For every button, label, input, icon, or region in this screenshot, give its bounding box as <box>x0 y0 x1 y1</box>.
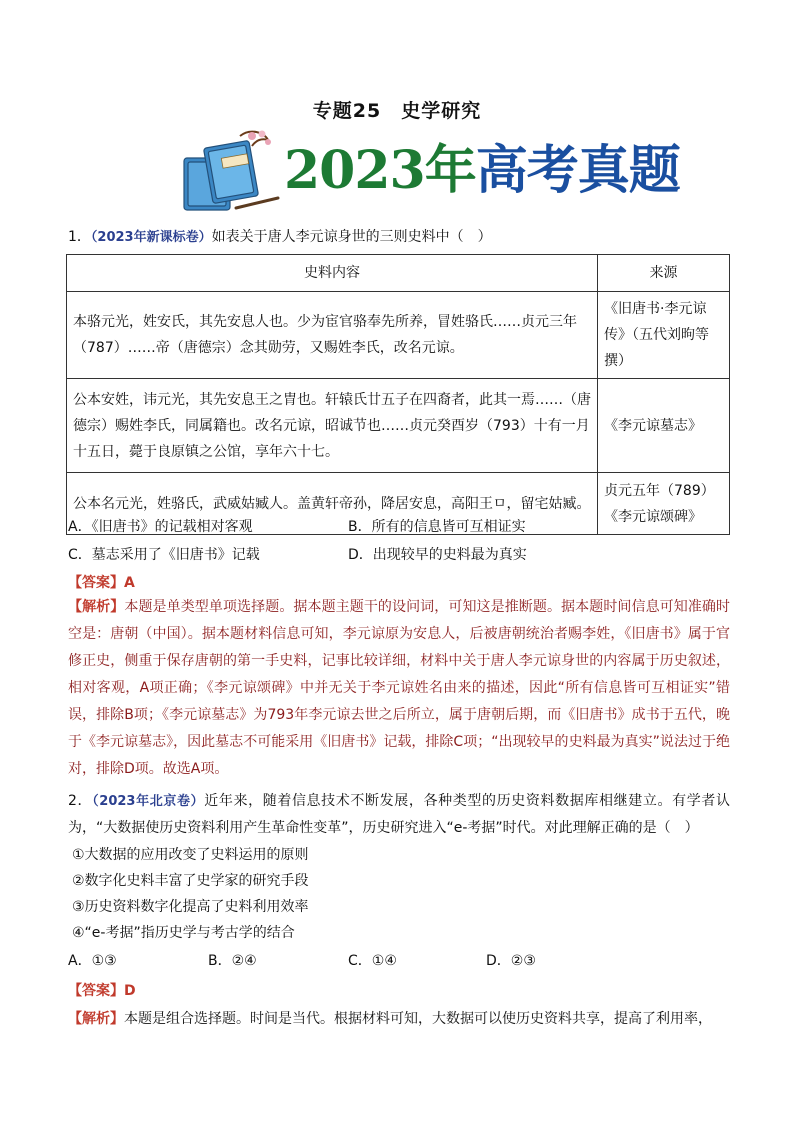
banner-heading: 高考真题 <box>475 140 680 201</box>
source-table <box>66 254 730 535</box>
analysis-label: 【解析】 <box>68 599 125 615</box>
answer-line <box>68 980 136 1002</box>
question-source: （2023年新课标卷） <box>90 230 212 245</box>
question-text: 如表关于唐人李元谅身世的三则史料中（ ） <box>211 229 492 245</box>
option-c: C．墓志采用了《旧唐书》记载 <box>68 547 260 563</box>
answer-value: A <box>124 575 135 591</box>
question-text: 近年来，随着信息技术不断发展，各种类型的历史资料数据库相继建立。有学者认为，“大数据使历史资料利用产生革命性变革”，历史研究进入“e-考据”时代。对此理解正确的是（ ） <box>68 793 730 836</box>
table-row <box>67 379 730 473</box>
table-cell: 本骆元光，姓安氏，其先安息人也。少为宦官骆奉先所养，冒姓骆氏……贞元三年（787）……帝（唐德宗）念其勋劳，又赐姓李氏，改名元谅。 <box>67 292 598 379</box>
book-stack-icon <box>178 130 282 214</box>
question-number: 1． <box>68 229 91 245</box>
banner <box>178 130 680 214</box>
table-header: 来源 <box>598 255 730 292</box>
question-2-options <box>68 950 730 974</box>
table-header-row <box>67 255 730 292</box>
question-number: 2． <box>68 793 93 809</box>
answer-label: 【答案】 <box>68 983 124 999</box>
analysis-text: 本题是组合选择题。时间是当代。根据材料可知，大数据可以使历史资料共享，提高了利用率， <box>124 1011 712 1027</box>
statement-3: ③历史资料数字化提高了史料利用效率 <box>72 899 309 915</box>
answer-value: D <box>124 983 136 999</box>
table-cell: 《旧唐书·李元谅传》（五代刘昫等撰） <box>598 292 730 379</box>
option-c: C．①④ <box>348 953 397 969</box>
option-a: A．《旧唐书》的记载相对客观 <box>68 519 253 535</box>
option-d: D．②③ <box>486 953 536 969</box>
page-title: 专题25 史学研究 <box>312 100 482 122</box>
analysis-label: 【解析】 <box>68 1011 124 1027</box>
banner-title <box>284 136 680 206</box>
banner-year: 2023年 <box>284 140 476 201</box>
table-cell: 公本安姓，讳元光，其先安息王之胄也。轩辕氏廿五子在四裔者，此其一焉……（唐德宗）赐姓李氏，同属籍也。改名元谅，昭诚节也……贞元癸酉岁（793）十有一月十五日，薨于良原镇之公馆，享年六十七。 <box>67 379 598 473</box>
question-source: （2023年北京卷） <box>92 794 205 809</box>
question-1-options <box>68 516 730 572</box>
option-b: B．②④ <box>208 953 257 969</box>
option-b: B．所有的信息皆可互相证实 <box>348 519 526 535</box>
statement-4: ④“e-考据”指历史学与考古学的结合 <box>72 925 295 941</box>
answer-line <box>68 572 135 594</box>
answer-label: 【答案】 <box>68 575 124 591</box>
table-cell: 《李元谅墓志》 <box>598 379 730 473</box>
option-d: D．出现较早的史料最为真实 <box>348 547 527 563</box>
analysis-paragraph <box>68 594 730 783</box>
table-row <box>67 292 730 379</box>
table-header: 史料内容 <box>67 255 598 292</box>
option-a: A．①③ <box>68 953 117 969</box>
statement-2: ②数字化史料丰富了史学家的研究手段 <box>72 873 309 889</box>
table-cell: 公本名元光，姓骆氏，武威姑臧人。盖黄轩帝孙，降居安息，高阳王ㅁ，留宅姑臧。 <box>67 473 598 535</box>
table-cell: 贞元五年（789）《李元谅颂碑》 <box>598 473 730 535</box>
analysis-text: 本题是单类型单项选择题。据本题主题干的设问词，可知这是推断题。据本题时间信息可知准确时空是：唐朝（中国）。据本题材料信息可知，李元谅原为安息人，后被唐朝统治者赐李姓，《旧唐书》属于官修正史，侧重于保存唐朝的第一手史料，记事比较详细，材料中关于唐人李元谅身世的内容属于历史叙述，相对客观，A项正确；《李元谅颂碑》中并无关于李元谅姓名由来的描述，因此“所有信息皆可互相证实”错误，排除B项；《李元谅墓志》为793年李元谅去世之后所立，属于唐朝后期，而《旧唐书》成书于五代，晚于《李元谅墓志》，因此墓志不可能采用《旧唐书》记载，排除C项；“出现较早的史料最为真实”说法过于绝对，排除D项。故选A项。 <box>68 599 731 777</box>
question-1-stem <box>68 226 492 249</box>
question-2-stem <box>68 788 730 842</box>
analysis-paragraph <box>68 1006 730 1033</box>
statement-1: ①大数据的应用改变了史料运用的原则 <box>72 847 309 863</box>
